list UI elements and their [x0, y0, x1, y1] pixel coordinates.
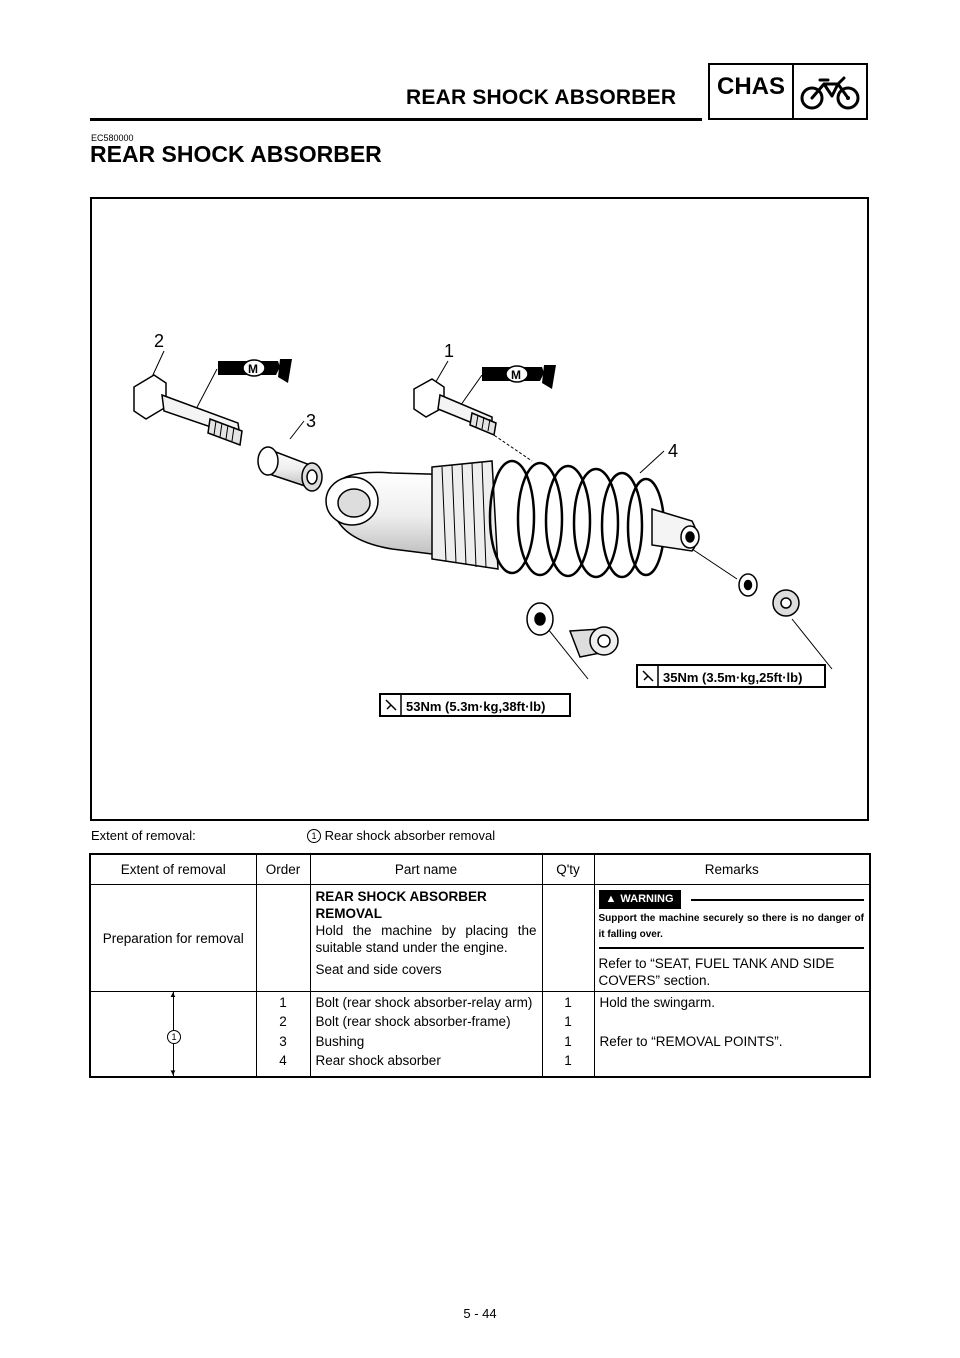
parts-table: [89, 853, 871, 1078]
shock-absorber-drawing: [326, 461, 699, 577]
header-remarks: Remarks: [594, 854, 870, 885]
row-part: Bolt (rear shock absorber-frame): [310, 1011, 542, 1030]
range-marker-icon: 1: [167, 1030, 181, 1044]
range-marker-icon: 1: [307, 829, 321, 843]
svg-text:M: M: [511, 368, 521, 382]
header-qty: Q'ty: [542, 854, 594, 885]
row-qty: 1: [542, 1050, 594, 1077]
nut-right-drawing: [773, 590, 799, 616]
bolt-2-drawing: [134, 375, 242, 445]
extent-label: Extent of removal:: [91, 828, 196, 843]
prep-remarks: [594, 885, 870, 992]
header-rule: [90, 118, 702, 121]
header-extent: Extent of removal: [90, 854, 256, 885]
table-row-preparation: [90, 885, 870, 992]
torque-spec-bottom: [380, 694, 570, 716]
washer-bottom-drawing: [527, 603, 553, 635]
prep-part-title: REAR SHOCK ABSORBER REMOVAL: [315, 889, 487, 921]
callout-2: 2: [154, 331, 165, 351]
callout-1: 1: [444, 341, 455, 361]
prep-qty: [542, 885, 594, 992]
prep-order: [256, 885, 310, 992]
row-order: 2: [256, 1011, 310, 1030]
callout-4: 4: [668, 441, 679, 461]
exploded-view-figure: [90, 197, 869, 821]
row-order: 1: [256, 992, 310, 1012]
section-code: EC580000: [91, 133, 134, 143]
row-part: Bolt (rear shock absorber-relay arm): [310, 992, 542, 1012]
grease-icon-left: [218, 359, 292, 383]
prep-seat-part: Seat and side covers: [315, 962, 442, 977]
row-qty: 1: [542, 1030, 594, 1050]
warning-triangle-icon: ▲: [605, 893, 617, 905]
row-remark: [594, 1011, 870, 1030]
grease-icon-right: [482, 365, 556, 389]
callout-3: 3: [306, 411, 317, 431]
row-remark: Refer to “REMOVAL POINTS”.: [599, 1034, 783, 1049]
row-qty: 1: [542, 992, 594, 1012]
row-order: 3: [256, 1030, 310, 1050]
row-order: 4: [256, 1050, 310, 1077]
range-cell: ▲ ▼ 1: [90, 992, 256, 1078]
torque-top-text: 35Nm (3.5m·kg,25ft·lb): [663, 670, 803, 685]
page-number: 5 - 44: [463, 1306, 497, 1321]
header-part-name: Part name: [310, 854, 542, 885]
row-part: Rear shock absorber: [310, 1050, 542, 1077]
prep-seat-remark: Refer to “SEAT, FUEL TANK AND SIDE COVERS” section.: [598, 956, 835, 988]
prep-extent: Preparation for removal: [90, 885, 256, 992]
torque-bottom-text: 53Nm (5.3m·kg,38ft·lb): [406, 699, 546, 714]
row-part: Bushing: [310, 1030, 542, 1050]
warning-badge: ▲ WARNING: [599, 890, 681, 909]
motorcycle-icon: [794, 65, 866, 118]
section-title: REAR SHOCK ABSORBER: [90, 141, 382, 167]
table-row: [90, 992, 870, 1012]
prep-part: [310, 885, 542, 992]
torque-spec-top: [637, 665, 825, 687]
washer-right-drawing: [739, 574, 757, 596]
row-remark: Hold the swingarm.: [599, 995, 716, 1010]
bushing-3-drawing: [258, 447, 322, 491]
row-qty: 1: [542, 1011, 594, 1030]
bolt-1-drawing: [414, 379, 496, 435]
prep-part-text: Hold the machine by placing the suitable stand under the engine.: [315, 923, 537, 955]
extent-text: Rear shock absorber removal: [324, 828, 496, 843]
svg-text:M: M: [248, 362, 258, 376]
warning-text: Support the machine securely so there is no danger of it falling over.: [598, 913, 864, 940]
header-order: Order: [256, 854, 310, 885]
row-remark: [594, 1050, 870, 1077]
section-tag-box: [708, 63, 868, 120]
section-tag: CHAS: [710, 65, 794, 118]
extent-item: [307, 828, 495, 843]
header-title: REAR SHOCK ABSORBER: [406, 86, 677, 109]
nut-bottom-drawing: [570, 627, 618, 657]
table-header-row: [90, 854, 870, 885]
